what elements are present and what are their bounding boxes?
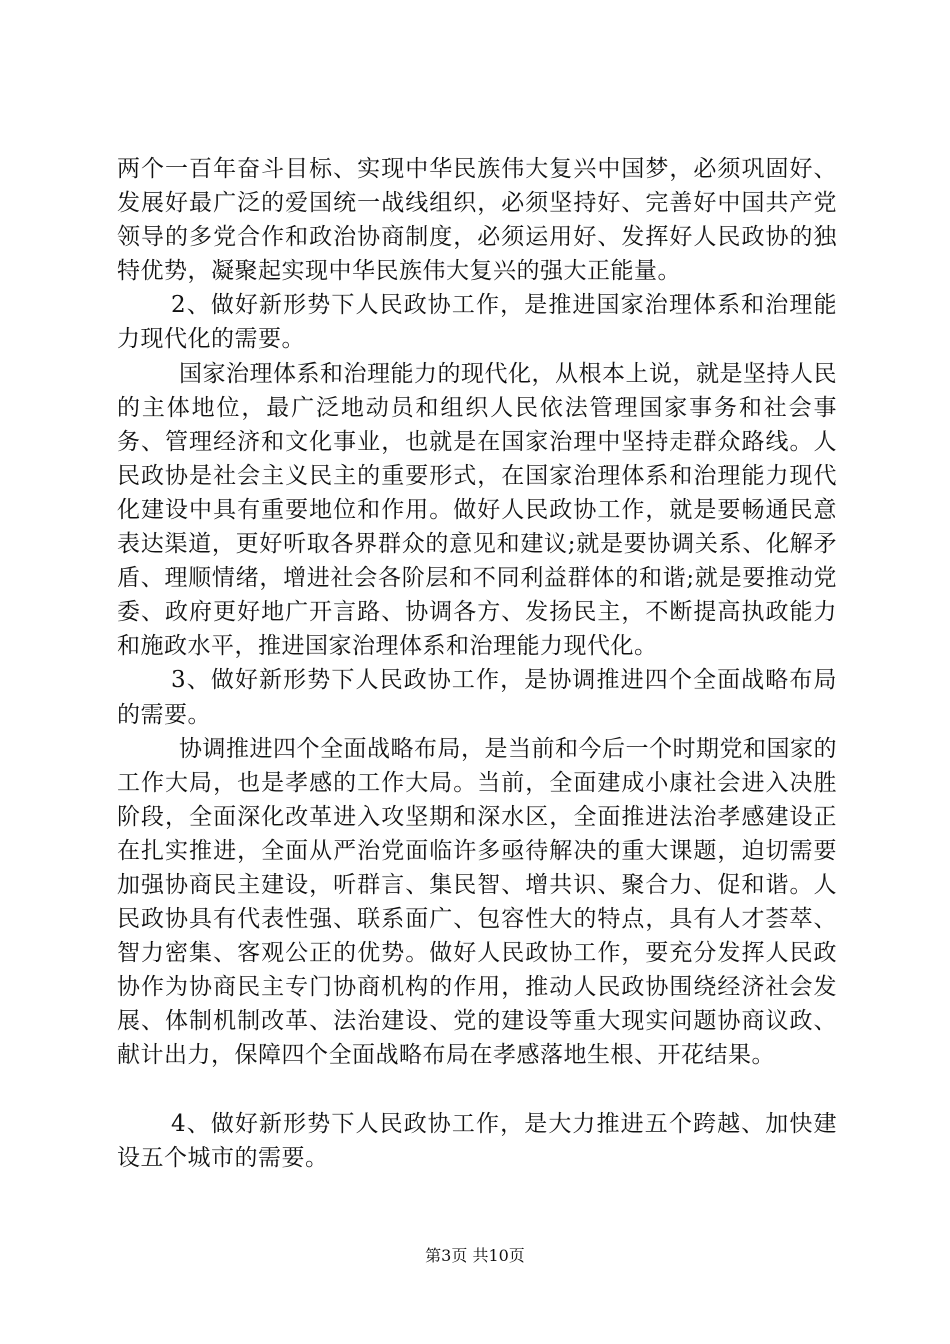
page-number-footer: 第3页 共10页 — [425, 1246, 525, 1265]
section-heading-4: 4、做好新形势下人民政协工作，是大力推进五个跨越、加快建设五个城市的需要。 — [117, 1110, 837, 1171]
section-heading-3: 3、做好新形势下人民政协工作，是协调推进四个全面战略布局的需要。 — [117, 667, 837, 728]
section-heading-2: 2、做好新形势下人民政协工作，是推进国家治理体系和治理能力现代化的需要。 — [117, 292, 837, 353]
document-body — [117, 152, 837, 1175]
paragraph-continuation: 两个一百年奋斗目标、实现中华民族伟大复兴中国梦，必须巩固好、发展好最广泛的爱国统一战线组织，必须坚持好、完善好中国共产党领导的多党合作和政治协商制度，必须运用好、发挥好人民政协的独特优势，凝聚起实现中华民族伟大复兴的强大正能量。 — [117, 156, 837, 285]
paragraph-governance: 国家治理体系和治理能力的现代化，从根本上说，就是坚持人民的主体地位，最广泛地动员和组织人民依法管理国家事务和社会事务、管理经济和文化事业，也就是在国家治理中坚持走群众路线。人民政协是社会主义民主的重要形式，在国家治理体系和治理能力现代化建设中具有重要地位和作用。做好人民政协工作，就是要畅通民意表达渠道，更好听取各界群众的意见和建议;就是要协调关系、化解矛盾、理顺情绪，增进社会各阶层和不同利益群体的和谐;就是要推动党委、政府更好地广开言路、协调各方、发扬民主，不断提高执政能力和施政水平，推进国家治理体系和治理能力现代化。 — [117, 360, 837, 660]
paragraph-four-comprehensives: 协调推进四个全面战略布局，是当前和今后一个时期党和国家的工作大局，也是孝感的工作大局。当前，全面建成小康社会进入决胜阶段，全面深化改革进入攻坚期和深水区，全面推进法治孝感建设正在扎实推进，全面从严治党面临许多亟待解决的重大课题，迫切需要加强协商民主建设，听群言、集民智、增共识、聚合力、促和谐。人民政协具有代表性强、联系面广、包容性大的特点，具有人才荟萃、智力密集、客观公正的优势。做好人民政协工作，要充分发挥人民政协作为协商民主专门协商机构的作用，推动人民政协围绕经济社会发展、体制机制改革、法治建设、党的建设等重大现实问题协商议政、献计出力，保障四个全面战略布局在孝感落地生根、开花结果。 — [117, 735, 837, 1069]
